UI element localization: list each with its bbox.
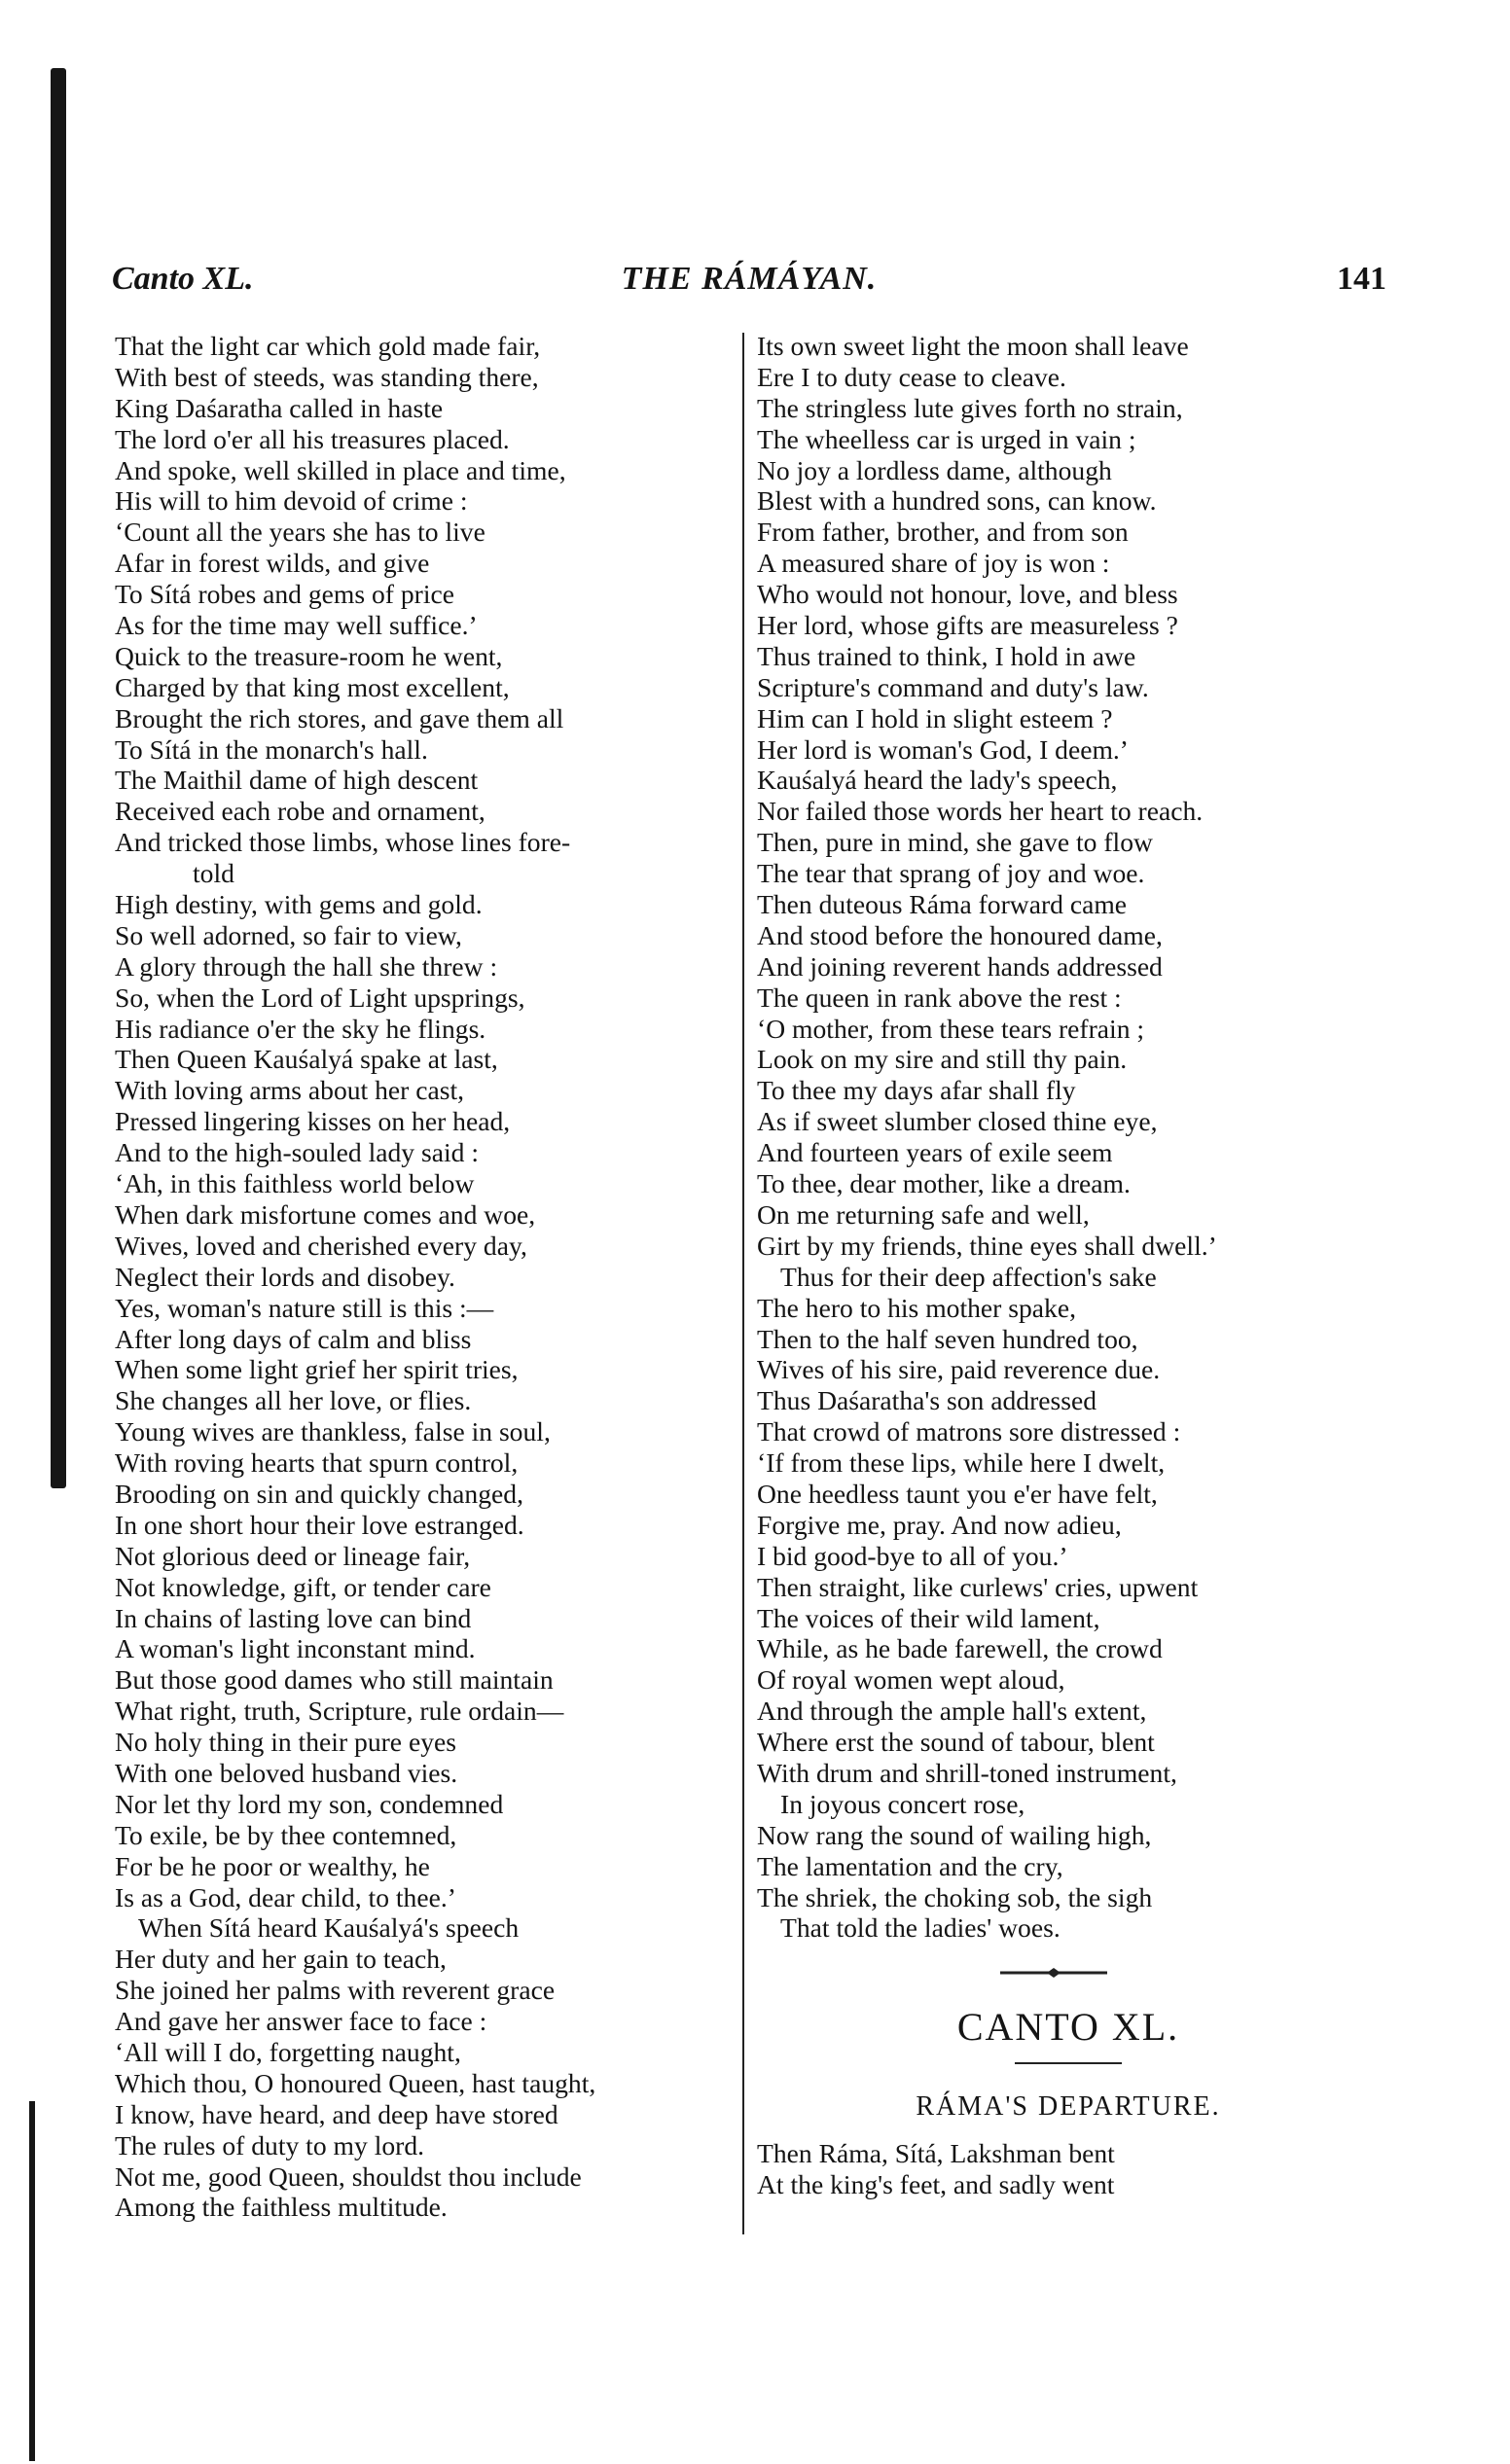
verse-line: The lamentation and the cry, [757,1850,1063,1881]
verse-line: On me returning safe and well, [757,1198,1090,1230]
verse-line: But those good dames who still maintain [115,1664,554,1696]
canto-subheading: RÁMA'S DEPARTURE. [916,2091,1221,2123]
verse-line: His radiance o'er the sky he flings. [115,1013,486,1044]
verse-line: As for the time may well suffice.’ [115,610,478,641]
verse-line: The queen in rank above the rest : [757,982,1122,1013]
verse-line: Nor failed those words her heart to reach. [757,796,1204,827]
verse-line: Then duteous Ráma forward came [757,889,1128,920]
verse-line: I know, have heard, and deep have stored [115,2098,558,2129]
verse-line: Afar in forest wilds, and give [115,548,430,579]
verse-line: Then Ráma, Sítá, Lakshman bent [757,2138,1115,2169]
verse-line: His will to him devoid of crime : [115,485,468,517]
verse-line: Not glorious deed or lineage fair, [115,1540,471,1571]
verse-line: In chains of lasting love can bind [115,1602,472,1633]
verse-line: Brought the rich stores, and gave them all [115,702,564,733]
verse-line: A measured share of joy is won : [757,548,1110,579]
verse-line: Where erst the sound of tabour, blent [757,1727,1155,1758]
verse-line: And spoke, well skilled in place and time, [115,454,566,485]
verse-line: Then, pure in mind, she gave to flow [757,827,1153,858]
verse-line: And stood before the honoured dame, [757,919,1163,950]
verse-line: As if sweet slumber closed thine eye, [757,1106,1158,1137]
verse-line: So, when the Lord of Light upsprings, [115,982,525,1013]
verse-line: Neglect their lords and disobey. [115,1261,455,1292]
verse-line: No joy a lordless dame, although [757,454,1112,485]
verse-line: What right, truth, Scripture, rule ordain— [115,1696,564,1727]
verse-line: Is as a God, dear child, to thee.’ [115,1881,456,1912]
binding-edge-mark [51,68,66,1488]
verse-line: In one short hour their love estranged. [115,1509,524,1540]
heading-rule [1015,2062,1122,2064]
verse-line: Thus Daśaratha's son addressed [757,1385,1097,1416]
verse-line: And tricked those limbs, whose lines fore- [115,827,571,858]
header-book-title: THE RÁMÁYAN. [621,261,878,297]
verse-line: ‘Ah, in this faithless world below [115,1168,475,1199]
verse-line: With loving arms about her cast, [115,1075,465,1106]
verse-line: ‘Count all the years she has to live [115,517,485,548]
verse-line: Her lord, whose gifts are measureless ? [757,610,1178,641]
verse-line: A glory through the hall she threw : [115,950,498,982]
verse-line: Thus trained to think, I hold in awe [757,640,1136,671]
verse-line: In joyous concert rose, [780,1788,1025,1819]
verse-line: That the light car which gold made fair, [115,331,541,361]
verse-line: To thee my days afar shall fly [757,1075,1076,1106]
canto-heading: CANTO XL. [956,2005,1180,2050]
verse-line: Forgive me, pray. And now adieu, [757,1509,1122,1540]
verse-line: Received each robe and ornament, [115,796,485,827]
section-ornament [757,1944,1380,2006]
header-canto: Canto XL. [112,261,254,297]
verse-line: ‘If from these lips, while here I dwelt, [757,1447,1166,1479]
verse-line: Not knowledge, gift, or tender care [115,1571,491,1602]
verse-line: And fourteen years of exile seem [757,1137,1113,1168]
verse-line: After long days of calm and bliss [115,1323,472,1354]
column-divider [742,333,744,2234]
verse-line: To Sítá robes and gems of price [115,579,455,610]
right-column-verses [757,331,1380,1944]
verse-line: While, as he bade farewell, the crowd [757,1633,1163,1664]
verse-line: When dark misfortune comes and woe, [115,1198,536,1230]
verse-line: The tear that sprang of joy and woe. [757,858,1145,889]
verse-line: Not me, good Queen, shouldst thou include [115,2160,582,2192]
verse-line: Its own sweet light the moon shall leave [757,331,1189,361]
verse-line: To Sítá in the monarch's hall. [115,733,428,765]
verse-line: I bid good-bye to all of you.’ [757,1540,1068,1571]
verse-line: That crowd of matrons sore distressed : [757,1416,1181,1447]
verse-line: When some light grief her spirit tries, [115,1354,519,1385]
verse-line: The stringless lute gives forth no strain, [757,392,1183,423]
verse-line: Young wives are thankless, false in soul, [115,1416,551,1447]
binding-edge-mark-lower [29,2101,35,2461]
verse-line: She changes all her love, or flies. [115,1385,472,1416]
verse-line: Her lord is woman's God, I deem.’ [757,733,1130,765]
verse-line: The rules of duty to my lord. [115,2129,425,2160]
verse-line: Charged by that king most excellent, [115,671,510,702]
verse-line: One heedless taunt you e'er have felt, [757,1478,1158,1509]
verse-line: So well adorned, so fair to view, [115,919,462,950]
verse-line: From father, brother, and from son [757,517,1129,548]
verse-line: Who would not honour, love, and bless [757,579,1178,610]
verse-line: Then straight, like curlews' cries, upwent [757,1571,1199,1602]
verse-line: The wheelless car is urged in vain ; [757,423,1136,454]
verse-line: Brooding on sin and quickly changed, [115,1478,523,1509]
verse-line: The Maithil dame of high descent [115,765,479,796]
verse-line: Kauśalyá heard the lady's speech, [757,765,1118,796]
verse-line: The voices of their wild lament, [757,1602,1100,1633]
verse-line: Her duty and her gain to teach, [115,1944,447,1975]
verse-line: For be he poor or wealthy, he [115,1850,430,1881]
verse-line: And joining reverent hands addressed [757,950,1163,982]
verse-line: King Daśaratha called in haste [115,392,444,423]
verse-line: With drum and shrill-toned instrument, [757,1757,1177,1788]
verse-line: With one beloved husband vies. [115,1757,458,1788]
verse-line: ‘O mother, from these tears refrain ; [757,1013,1145,1044]
verse-line: When Sítá heard Kauśalyá's speech [138,1912,520,1944]
verse-line: Yes, woman's nature still is this :— [115,1292,494,1323]
verse-line: That told the ladies' woes. [780,1912,1061,1944]
verse-line: ‘All will I do, forgetting naught, [115,2036,461,2067]
verse-line: A woman's light inconstant mind. [115,1633,476,1664]
verse-line: High destiny, with gems and gold. [115,889,483,920]
verse-line: With best of steeds, was standing there, [115,361,539,392]
left-column [115,331,737,2223]
canto-opening-verses [757,2138,1380,2200]
verse-line: Wives, loved and cherished every day, [115,1230,527,1261]
verse-line: Pressed lingering kisses on her head, [115,1106,511,1137]
verse-line: She joined her palms with reverent grace [115,1975,556,2006]
verse-line: At the king's feet, and sadly went [757,2169,1115,2200]
verse-line: Ere I to duty cease to cleave. [757,361,1066,392]
verse-line: And gave her answer face to face : [115,2006,487,2037]
verse-line: The lord o'er all his treasures placed. [115,423,510,454]
right-column [757,331,1380,2200]
verse-line: To exile, be by thee contemned, [115,1819,457,1850]
verse-line: Quick to the treasure-room he went, [115,640,503,671]
verse-line: Nor let thy lord my son, condemned [115,1788,504,1819]
verse-line: The hero to his mother spake, [757,1292,1076,1323]
verse-line: Blest with a hundred sons, can know. [757,485,1157,517]
verse-line: Thus for their deep affection's sake [780,1261,1157,1292]
running-header [112,261,1386,309]
verse-line: Girt by my friends, thine eyes shall dwell.’ [757,1230,1217,1261]
verse-line: Then to the half seven hundred too, [757,1323,1138,1354]
verse-line: And through the ample hall's extent, [757,1696,1147,1727]
verse-line: Scripture's command and duty's law. [757,671,1149,702]
verse-line: The shriek, the choking sob, the sigh [757,1881,1153,1912]
verse-line: Then Queen Kauśalyá spake at last, [115,1044,498,1075]
verse-line: Look on my sire and still thy pain. [757,1044,1128,1075]
verse-line: Which thou, O honoured Queen, hast taught, [115,2067,596,2098]
verse-line: Now rang the sound of wailing high, [757,1819,1152,1850]
verse-line: And to the high-souled lady said : [115,1137,479,1168]
verse-line: No holy thing in their pure eyes [115,1727,456,1758]
verse-line: told [193,858,234,889]
verse-line: Him can I hold in slight esteem ? [757,702,1113,733]
verse-line: Among the faithless multitude. [115,2192,448,2223]
page-number: 141 [1337,261,1386,297]
verse-line: To thee, dear mother, like a dream. [757,1168,1131,1199]
verse-line: Wives of his sire, paid reverence due. [757,1354,1161,1385]
verse-line: Of royal women wept aloud, [757,1664,1065,1696]
verse-line: With roving hearts that spurn control, [115,1447,519,1479]
